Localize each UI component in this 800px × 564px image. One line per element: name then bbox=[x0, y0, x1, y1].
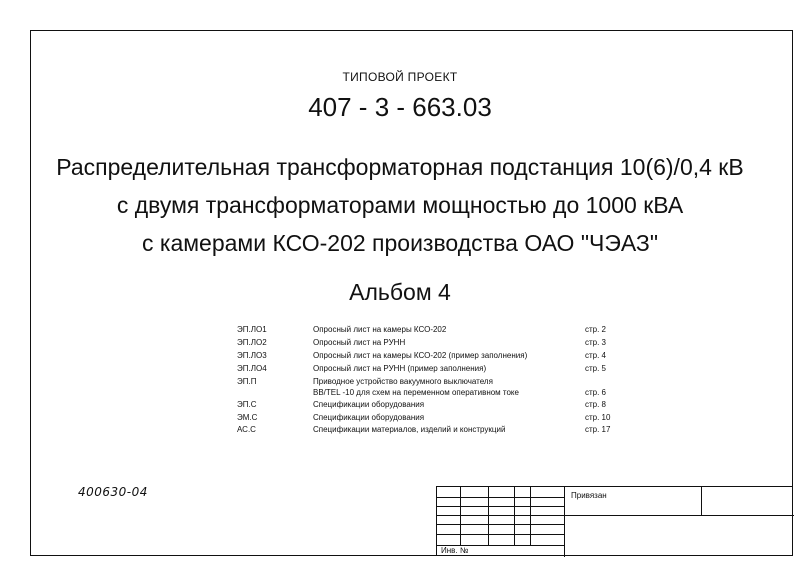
contents-desc: Спецификации материалов, изделий и конструкций bbox=[313, 425, 506, 434]
title-block bbox=[436, 486, 793, 556]
title-block-line bbox=[437, 524, 564, 525]
stamp-number: 400630-04 bbox=[78, 485, 148, 499]
attached-label: Привязан bbox=[571, 491, 607, 500]
title-block-line bbox=[701, 487, 702, 515]
title-line-1: Распределительная трансформаторная подстанция 10(6)/0,4 кВ bbox=[56, 154, 744, 180]
contents-code: ЭП.ЛО4 bbox=[237, 364, 267, 373]
title-block-line bbox=[437, 506, 564, 507]
contents-page: стр. 6 bbox=[585, 388, 607, 397]
contents-code: АС.С bbox=[237, 425, 256, 434]
title-block-line bbox=[564, 487, 565, 557]
contents-desc: Приводное устройство вакуумного выключателя bbox=[313, 377, 493, 386]
title-block-line bbox=[437, 515, 794, 516]
title-block-line bbox=[514, 487, 515, 545]
contents-desc: Опросный лист на камеры КСО-202 (пример заполнения) bbox=[313, 351, 528, 360]
title-line-3: с камерами КСО-202 производства ОАО "ЧЭАЗ" bbox=[142, 230, 658, 256]
project-type: ТИПОВОЙ ПРОЕКТ bbox=[342, 70, 458, 84]
inventory-label: Инв. № bbox=[441, 546, 469, 555]
contents-code: ЭМ.С bbox=[237, 413, 258, 422]
contents-code: ЭП.ЛО3 bbox=[237, 351, 267, 360]
title-block-line bbox=[437, 497, 564, 498]
contents-desc: Опросный лист на камеры КСО-202 bbox=[313, 325, 447, 334]
title-block-line bbox=[488, 487, 489, 545]
contents-code: ЭП.ЛО2 bbox=[237, 338, 267, 347]
album-title: Альбом 4 bbox=[349, 279, 451, 305]
title-line-2: с двумя трансформаторами мощностью до 1000 кВА bbox=[116, 192, 684, 218]
contents-page: стр. 17 bbox=[585, 425, 611, 434]
contents-page: стр. 8 bbox=[585, 400, 607, 409]
title-block-line bbox=[530, 487, 531, 545]
project-number: 407 - 3 - 663.03 bbox=[308, 92, 492, 122]
contents-code: ЭП.П bbox=[237, 377, 257, 386]
contents-desc: Опросный лист на РУНН bbox=[313, 338, 406, 347]
contents-page: стр. 2 bbox=[585, 325, 607, 334]
contents-code: ЭП.ЛО1 bbox=[237, 325, 267, 334]
contents-desc: Спецификации оборудования bbox=[313, 413, 425, 422]
contents-page: стр. 10 bbox=[585, 413, 611, 422]
title-block-line bbox=[437, 534, 564, 535]
contents-page: стр. 5 bbox=[585, 364, 607, 373]
contents-desc: Опросный лист на РУНН (пример заполнения) bbox=[313, 364, 487, 373]
contents-page: стр. 4 bbox=[585, 351, 607, 360]
contents-page: стр. 3 bbox=[585, 338, 607, 347]
title-block-line bbox=[460, 487, 461, 545]
contents-desc: ВВ/TEL -10 для схем на переменном оперативном токе bbox=[313, 388, 519, 397]
contents-code: ЭП.С bbox=[237, 400, 257, 409]
contents-desc: Спецификации оборудования bbox=[313, 400, 425, 409]
